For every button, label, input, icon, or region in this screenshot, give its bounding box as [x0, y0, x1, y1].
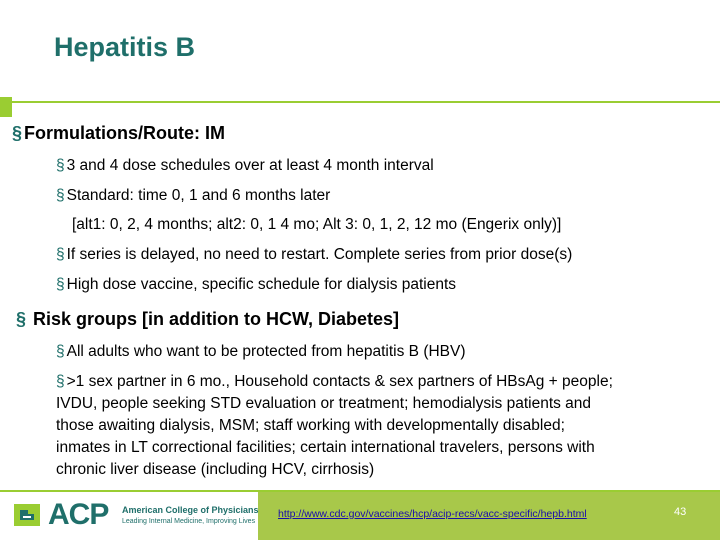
list-item — [56, 274, 456, 296]
list-item-text: All adults who want to be protected from hepatitis B (HBV) — [66, 343, 466, 360]
slide-title: Hepatitis B — [54, 32, 196, 62]
acp-logo — [14, 498, 264, 534]
bullet-icon: § — [56, 276, 65, 293]
bullet-icon: § — [56, 373, 65, 390]
list-item — [56, 185, 330, 207]
page-number: 43 — [674, 506, 687, 518]
list-item — [56, 341, 466, 363]
list-item-continuation — [56, 415, 565, 437]
section-heading-risk-groups — [16, 309, 399, 330]
list-item — [56, 371, 613, 393]
bullet-icon: § — [56, 343, 65, 360]
list-item-text: chronic liver disease (including HCV, cirrhosis) — [56, 461, 375, 478]
list-item — [56, 244, 572, 266]
cdc-reference-link[interactable]: http://www.cdc.gov/vaccines/hcp/acip-recs/vacc-specific/hepb.html — [278, 508, 587, 520]
list-item-text: High dose vaccine, specific schedule for dialysis patients — [66, 276, 457, 293]
bullet-icon: § — [56, 246, 65, 263]
acp-logo-mark-icon — [14, 502, 42, 528]
section-heading-text: Risk groups [in addition to HCW, Diabetes] — [33, 309, 400, 329]
logo-acp-text: ACP — [48, 498, 109, 531]
list-item-text: those awaiting dialysis, MSM; staff working with developmentally disabled; — [56, 417, 565, 434]
bullet-icon: § — [56, 187, 65, 204]
list-item-continuation — [56, 437, 595, 459]
list-item-text: >1 sex partner in 6 mo., Household contacts & sex partners of HBsAg + people; — [66, 373, 613, 390]
list-item-text: 3 and 4 dose schedules over at least 4 month interval — [66, 157, 434, 174]
logo-tagline: Leading Internal Medicine, Improving Lives — [122, 518, 256, 525]
list-item-text: IVDU, people seeking STD evaluation or treatment; hemodialysis patients and — [56, 395, 592, 412]
list-item-text: Standard: time 0, 1 and 6 months later — [66, 187, 331, 204]
bullet-icon: § — [56, 157, 65, 174]
section-heading-text: Formulations/Route: IM — [24, 123, 226, 143]
list-item-text: If series is delayed, no need to restart. Complete series from prior dose(s) — [66, 246, 573, 263]
section-heading-formulations — [12, 123, 225, 144]
list-item-continuation — [56, 393, 591, 415]
list-item — [56, 155, 434, 177]
logo-org-name: American College of Physicians — [122, 505, 259, 515]
list-item-text: inmates in LT correctional facilities; certain international travelers, persons with — [56, 439, 595, 456]
list-item-continuation — [56, 459, 374, 481]
bullet-icon: § — [12, 123, 23, 143]
list-item-text: [alt1: 0, 2, 4 months; alt2: 0, 1 4 mo; Alt 3: 0, 1, 2, 12 mo (Engerix only)] — [72, 216, 562, 233]
list-item-continuation — [72, 214, 561, 236]
bullet-icon: § — [16, 309, 27, 329]
